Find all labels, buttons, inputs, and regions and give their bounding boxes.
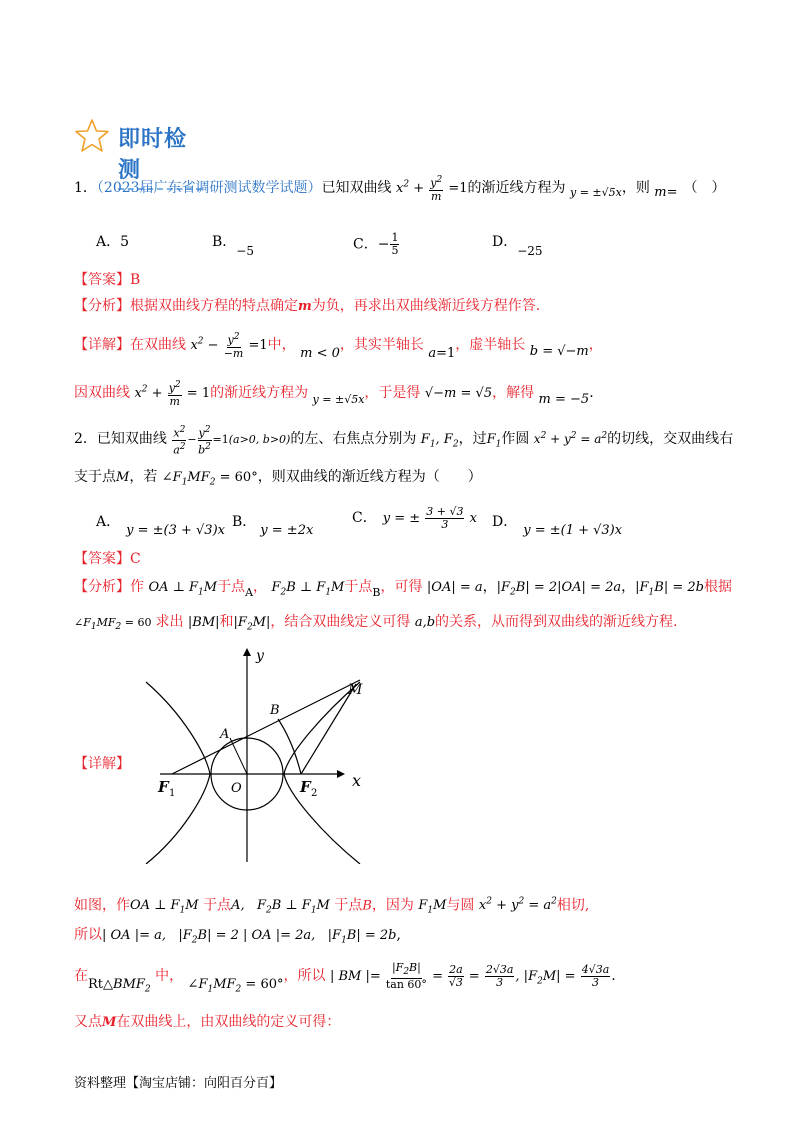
q1-detail-line2: 因双曲线 $x^2$ + $\frac{y^2}{m}$ = 1的渐近线方程为 $_{y = \pm√5x}$，于是得 √−m = √5，解得 m = −5.: [74, 380, 594, 408]
q1-asymptote-eq: y = ±√5x: [569, 185, 622, 199]
q1-stem-b: 的渐近线方程为: [467, 179, 566, 196]
q1-option-d[interactable]: D．−25: [492, 234, 543, 258]
label-y: y: [256, 648, 264, 664]
q2-option-d[interactable]: D．y = ±(1 + √3)x: [492, 514, 623, 538]
q2-option-c[interactable]: C． y = ± $\frac{3 + √3}{3}$ x: [352, 505, 477, 531]
q2-detail-tag: 【详解】: [74, 756, 130, 772]
q2-option-a[interactable]: A．y = ±(3 + √3)x: [96, 514, 225, 538]
q1-answer: 【答案】B: [74, 272, 141, 288]
label-f1: F: [158, 778, 169, 796]
x-axis-arrow: [337, 770, 345, 778]
label-m: M: [348, 682, 363, 698]
q1-option-b[interactable]: B．−5: [212, 234, 254, 258]
label-a: A: [220, 727, 230, 742]
label-f2: F: [300, 778, 311, 796]
q2-detail-line4: 又点M在双曲线上，由双曲线的定义可得：: [74, 1014, 341, 1030]
q2-analysis-line2: $\angle F_1MF_2 = 60$ 求出 |BM|和$|F_2M|$，结合双曲线定义可得 a,b的关系，从而得到双曲线的渐近线方程.: [74, 614, 678, 633]
q2-option-b[interactable]: B．y = ±2x: [232, 514, 314, 538]
section-header: [74, 118, 202, 183]
q2-detail-line3: 在$Rt\triangle BMF_2$ 中， $\angle F_1MF_2 = 60^\circ$，所以 | BM |= $\frac{|F_2B|}{\tan 60^\circ}$ = $\frac{2a}{√3}$ = $\frac{2√3a}{3}$ , $|F_2M|$ = $\frac{4√3a}{3}$ .: [74, 961, 616, 995]
q2-analysis-line1: 【分析】作 OA ⊥ $F_1M$于点$_A$， $F_2B$ ⊥ $F_1M$于点$_B$，可得 |OA| = a，$|F_2B| = 2|OA| = 2a$，$|F_1B| = 2b$根据: [74, 579, 732, 599]
q2-answer: 【答案】C: [74, 551, 141, 567]
q1-detail-line1: 【详解】在双曲线 $x^2$ − $\frac{y^2}{-m}$ =1中， m < 0，其实半轴长 a=1，虚半轴长 b = √−m，: [74, 332, 603, 361]
q1-hyperbola-eq: $x^2$ + $\frac{y^2}{m}$ =1: [396, 175, 468, 203]
star-icon: [74, 118, 110, 154]
q1-stem-c: ，则: [621, 179, 650, 196]
label-x: x: [352, 771, 362, 790]
q2-stem-line2: 支于点M，若 $\angle F_1MF_2 = 60^\circ$，则双曲线的渐近线方程为（ ）: [74, 469, 482, 488]
q1-option-c-frac: $\frac{1}{5}$: [391, 231, 399, 257]
label-f1-sub: 1: [169, 788, 176, 799]
label-o: O: [231, 781, 242, 796]
q1-option-c[interactable]: C．− $\frac{1}{5}$: [353, 231, 399, 257]
q2-detail-line1: 如图，作OA ⊥ $F_1M$ 于点A, $F_2B$ ⊥ $F_1M$ 于点B，因为 $F_1M$与圆 $x^2 + y^2 = a^2$相切,: [74, 897, 590, 916]
hyperbola-left-branch: [146, 682, 210, 864]
hyperbola-right-branch: [284, 682, 360, 864]
q1-number: 1．: [74, 179, 97, 196]
tangent-line-f1m: [172, 680, 360, 774]
q1-option-a[interactable]: A．5: [96, 234, 130, 250]
q1-stem: [74, 174, 734, 203]
q1-stem-a: 已知双曲线: [321, 179, 392, 196]
section-title: 即时检测: [118, 122, 202, 190]
q2-hyperbola-figure: [138, 644, 370, 864]
y-axis-arrow: [243, 648, 251, 656]
footer-text: 资料整理【淘宝店铺：向阳百分百】: [74, 1076, 283, 1091]
label-f2-sub: 2: [311, 788, 318, 799]
segment-oa: [230, 738, 247, 774]
q1-m-label: m=: [654, 184, 678, 200]
q1-stem-end: （ ）: [683, 179, 726, 196]
q2-detail-line2: 所以| OA |= a, $|F_2B| = 2$ | OA |= 2a, $|F_1B| = 2b$,: [74, 927, 401, 946]
q1-source: （2023届广东省调研测试数学试题）: [96, 179, 322, 196]
q1-analysis: 【分析】根据双曲线方程的特点确定m为负，再求出双曲线渐近线方程作答.: [74, 298, 541, 314]
q2-stem-line1: 2．已知双曲线 $\frac{x^2}{a^2}$ − $\frac{y^2}{b^2}$ =1(a>0, b>0)的左、右焦点分别为 $F_1$, $F_2$，过$F_1$作圆 $x^2 + y^2 = a^2$的切线，交双曲线右: [74, 425, 734, 457]
label-b: B: [270, 703, 280, 718]
